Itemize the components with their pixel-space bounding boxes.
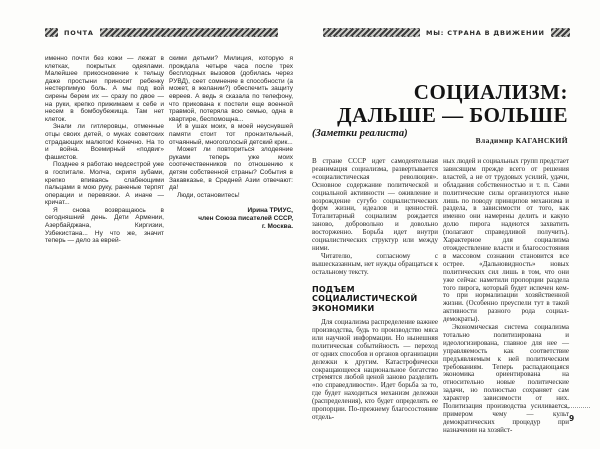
article-paragraph: Экономическая система социализма тотально политизирована и идеологизирована, главное для нее — управляемость как соответствие предъявляемым к ней политическим требованиям. Теперь распадающаяся экономика ориентирована на относительно новые политические задачи, но полностью сохраняет сам характер зависимости от них. Политизация производства усиливается, примером чему — культ демократических процедур при назначении на хозяйст- xyxy=(443,323,569,434)
article-intro xyxy=(312,158,438,277)
letter-paragraph: именно почти без кожи — лежат в клетках, покрытых одеялами. Малейшее прикосновение к тельцу даже простыни приносит ребенку нестерпимую боль. А мы под вой сирены берем их — сразу по двое — на руки, крепко прижимаем к себе и несем в бомбоубежища. Там нет клеток. xyxy=(45,55,164,123)
article-subtitle: (Заметки реалиста) xyxy=(312,128,408,139)
letter-column-2-text xyxy=(169,55,293,199)
hatch-bar-icon xyxy=(551,28,570,37)
hatch-bar-icon xyxy=(100,28,278,37)
article-paragraph: Для социализма распределение важнее производства, будь то производство мяса или научной информации. Но нынешняя политическая событийность — переход от одних способов и органов организации дележки к другим. Катастрофически сокращающееся национальное богатство стремятся любой ценой заново разделить «по справедливости». Идет борьба за то, где будет находиться механизм дележки (распределения), кто будет определять ее пропорции. По-прежнему благосостояние отдель- xyxy=(312,318,438,421)
right-running-head xyxy=(323,28,570,37)
corner-dotted-mark xyxy=(556,407,590,408)
letter-paragraph: Знали ли гитлеровцы, отменные отцы своих детей, о муках советских страдающих малюток! Конечно. На то и война. Всемирный «подвиг» фашистов. xyxy=(45,123,164,161)
article-paragraph: Читателю, согласному с вышесказанным, нет нужды обращаться к остальному тексту. xyxy=(312,251,438,276)
article-column-1 xyxy=(312,158,438,422)
letter-paragraph: Люди, остановитесь! xyxy=(177,191,240,199)
article-column-2 xyxy=(443,158,569,435)
article-title-line2: ДАЛЬШЕ — БОЛЬШЕ xyxy=(337,103,568,127)
signature-line: Ирина ТРИУС, xyxy=(247,207,293,215)
article-title xyxy=(268,81,568,127)
left-section-label: ПОЧТА xyxy=(64,28,94,37)
signature-line: г. Москва. xyxy=(261,223,293,231)
article-author: Владимир КАГАНСКИЙ xyxy=(475,136,568,145)
letter-paragraph: Позднее я работаю медсестрой уже в госпитале. Молча, скрипя зубами, крепко впиваясь слабеющими пальцами в мою руку, раненые терпят операции и перевязки. А иначе — кричат... xyxy=(45,161,164,207)
letter-signature xyxy=(169,207,293,231)
left-running-head xyxy=(45,28,278,37)
article-paragraph: В стране СССР идет самодеятельная реанимация социализма, развертывается «социалистическая революция». Основное содержание политической и социальной активности — оживление и возрождение сугубо социалистических форм жизни, идеалов и ценностей. Тоталитарный социализм рождается заново, добровольно и довольно восторженно. Борьба идет внутри социалистических структур или между ними. xyxy=(312,157,438,252)
right-section-label: МЫ: СТРАНА В ДВИЖЕНИИ xyxy=(426,28,545,37)
article-subhead: ПОДЪЕМ СОЦИАЛИСТИЧЕСКОЙ ЭКОНОМИКИ xyxy=(312,284,418,313)
letter-paragraph: Я снова возвращаюсь в сегодняшний день. Дети Армении, Азербайджана, Киргизии, Узбекистана... Ну что же, значит теперь — дело за еврей- xyxy=(45,206,164,245)
hatch-bar-icon xyxy=(323,28,420,37)
letter-column-1 xyxy=(45,55,164,245)
letter-paragraph: Может ли повториться злодеяние руками теперь уже моих соотечественников по отношению к детям собственной страны? События в Закавказье, в Средней Азии отвечают: да! xyxy=(169,146,293,192)
signature-line: член Союза писателей СССР, xyxy=(198,215,293,223)
page-number: 9 xyxy=(569,414,575,423)
letter-paragraph: скими детьми? Милиция, которую я прождала четыре часа после трех бесплодных вызовов (добилась через РУВД), сеет сомнение в способности (а может, в желании?) обеспечить защиту евреев. А ведь я сказала по телефону, что прикована к постели еще военной травмой, потеряла всю семью, одна в квартире, беспомощна... xyxy=(169,55,293,123)
hatch-bar-icon xyxy=(45,28,58,37)
article-body xyxy=(312,319,438,422)
letter-paragraph: И в ушах моих, в моей неуснувшей памяти стоит тот пронзительный, отчаянный, многоголосый детский крик... xyxy=(169,123,293,146)
article-title-line1: СОЦИАЛИЗМ: xyxy=(413,80,568,104)
article-paragraph: ных людей и социальных групп предстает зависящим прежде всего от решения властей, а не от трудовых усилий, удачи, обладания собственностью и т. п. Сами политические силы организуются ныне лишь по поводу принципов механизма и раздела, в зависимости от того, как именно они намерены делить и какую долю пирога надеются захватить (полагают справедливой получить). Характерное для социализма отождествление власти и благосостояния в массовом сознании становится все острее. «Дальновидность» новых политических сил лишь в том, что они уже сейчас наметили пропорции раздела того пирога, который будет испечен кем-то при нормализации хозяйственной жизни. (Особенно преуспели тут в такой активности разного рода социал-демократы). xyxy=(443,157,569,324)
